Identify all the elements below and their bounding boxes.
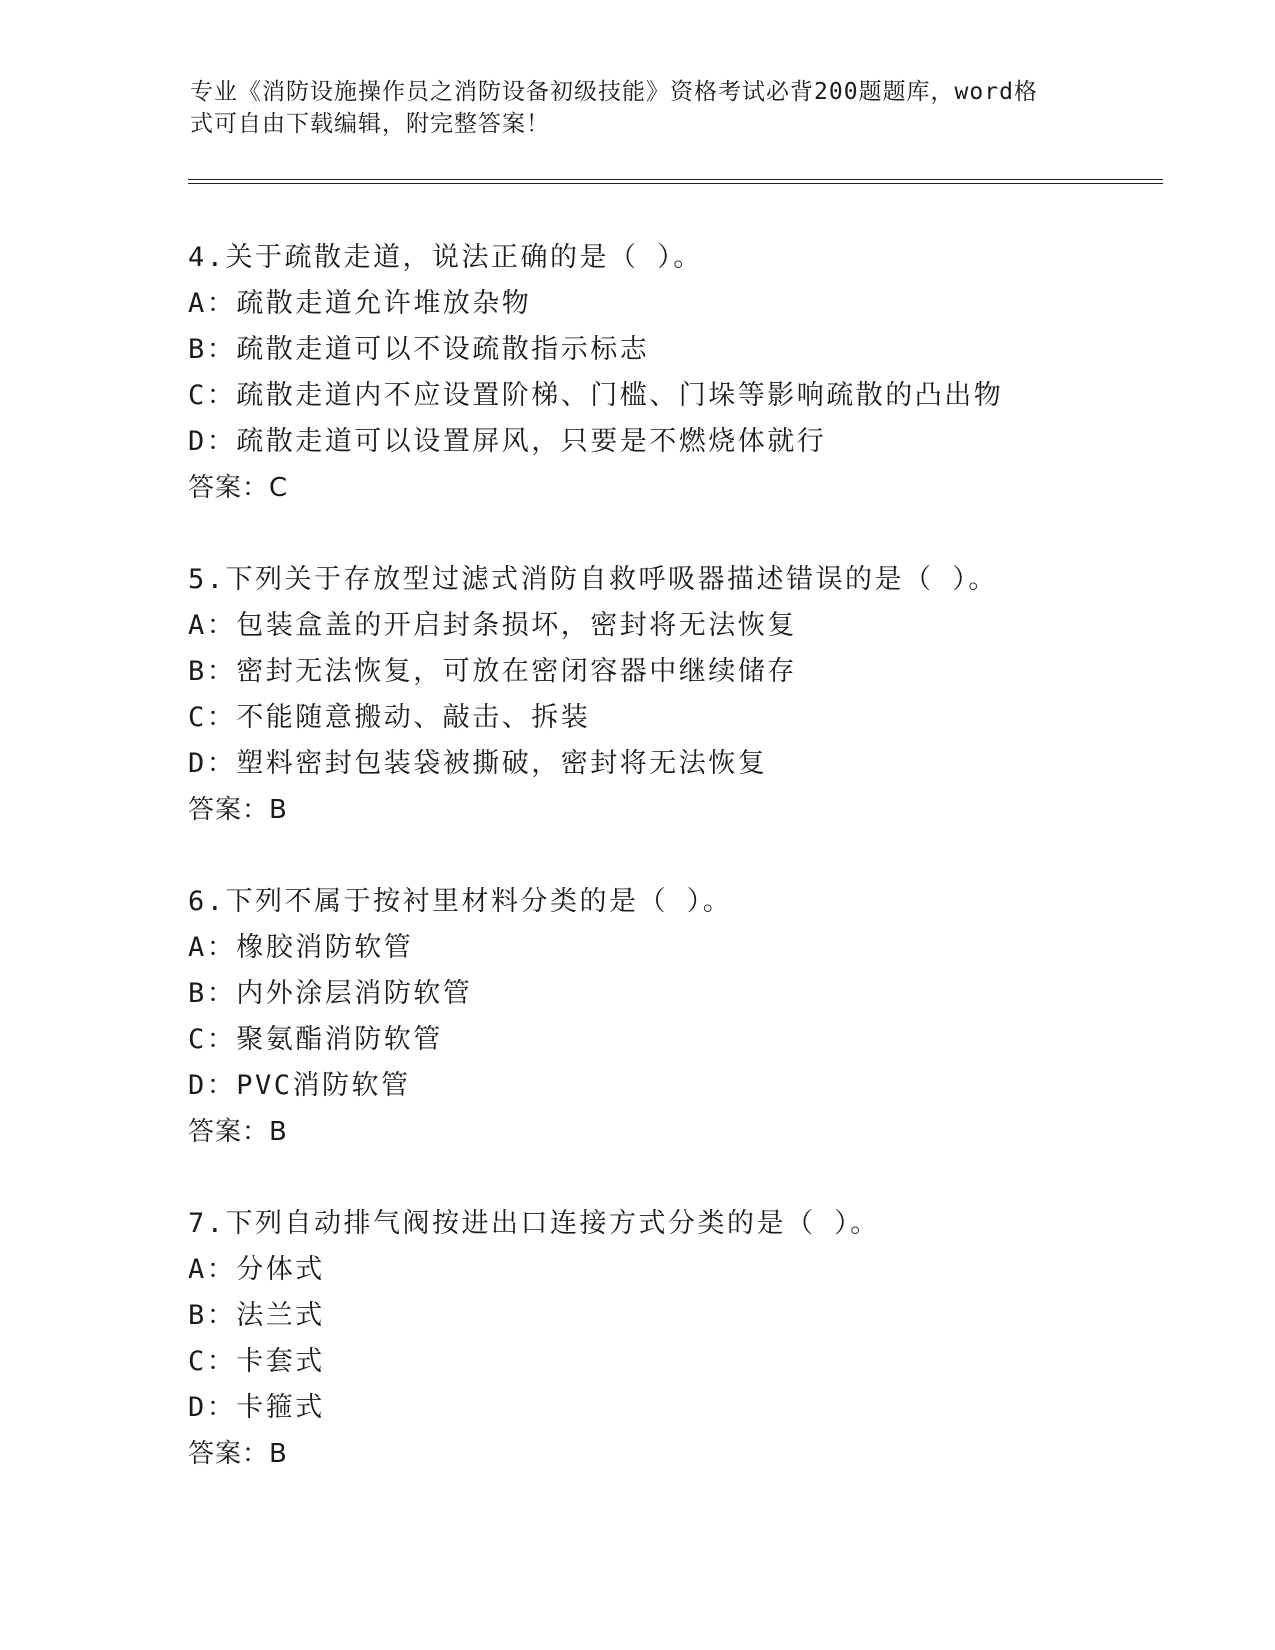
answer: 答案：B: [188, 1117, 288, 1147]
question-7: [188, 1201, 1188, 1477]
document-header: [190, 76, 1090, 140]
option-c: C：聚氨酯消防软管: [188, 1024, 443, 1055]
option-a: A：疏散走道允许堆放杂物: [188, 288, 532, 319]
question-stem: 6.下列不属于按衬里材料分类的是（ ）。: [188, 886, 733, 917]
answer: 答案：B: [188, 795, 288, 825]
question-stem: 4.关于疏散走道，说法正确的是（ ）。: [188, 242, 703, 273]
question-6: [188, 879, 1188, 1155]
option-d: D：卡箍式: [188, 1392, 325, 1423]
question-5: [188, 557, 1188, 833]
answer: 答案：B: [188, 1439, 288, 1469]
option-b: B：内外涂层消防软管: [188, 978, 473, 1009]
option-a: A：包装盒盖的开启封条损坏，密封将无法恢复: [188, 610, 797, 641]
option-c: C：卡套式: [188, 1346, 325, 1377]
option-b: B：法兰式: [188, 1300, 325, 1331]
question-list: [188, 235, 1188, 1523]
option-b: B：疏散走道可以不设疏散指示标志: [188, 334, 650, 365]
header-divider: [188, 179, 1163, 184]
option-a: A：橡胶消防软管: [188, 932, 414, 963]
option-a: A：分体式: [188, 1254, 325, 1285]
option-c: C：不能随意搬动、敲击、拆装: [188, 702, 591, 733]
option-d: D：PVC消防软管: [188, 1070, 411, 1101]
header-line-2: 式可自由下载编辑，附完整答案！: [190, 111, 550, 137]
option-c: C：疏散走道内不应设置阶梯、门槛、门垛等影响疏散的凸出物: [188, 380, 1004, 411]
question-4: [188, 235, 1188, 511]
option-d: D：塑料密封包装袋被撕破，密封将无法恢复: [188, 748, 768, 779]
header-line-1: 专业《消防设施操作员之消防设备初级技能》资格考试必背200题题库，word格: [190, 79, 1038, 105]
option-d: D：疏散走道可以设置屏风，只要是不燃烧体就行: [188, 426, 827, 457]
question-stem: 7.下列自动排气阀按进出口连接方式分类的是（ ）。: [188, 1208, 880, 1239]
option-b: B：密封无法恢复，可放在密闭容器中继续储存: [188, 656, 797, 687]
answer: 答案：C: [188, 473, 289, 503]
question-stem: 5.下列关于存放型过滤式消防自救呼吸器描述错误的是（ ）。: [188, 564, 998, 595]
